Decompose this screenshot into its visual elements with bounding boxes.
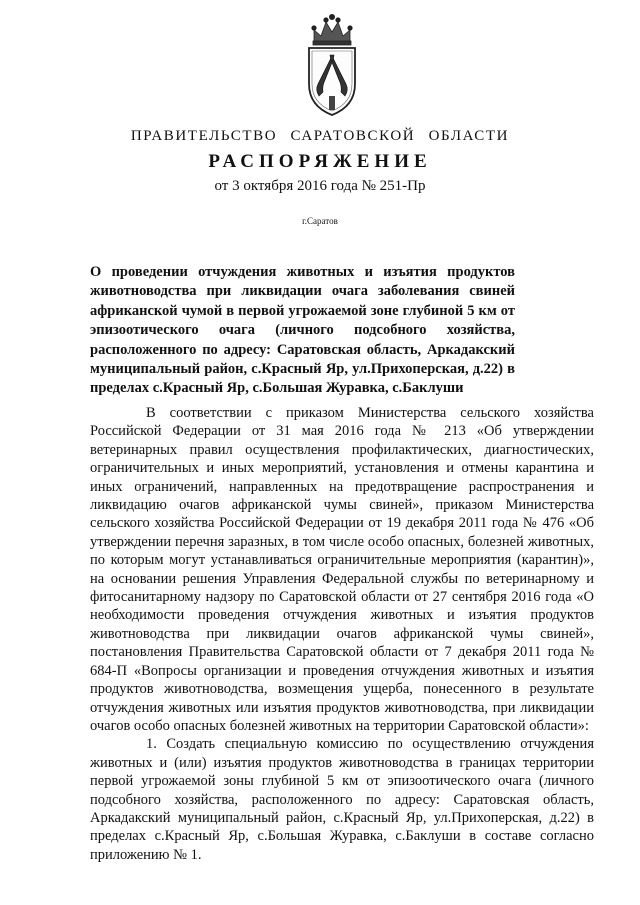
document-date-number: от 3 октября 2016 года № 251-Пр bbox=[214, 178, 426, 194]
coat-of-arms-icon bbox=[300, 12, 364, 120]
preamble-paragraph: В соответствии с приказом Министерства сельского хозяйства Российской Федерации от 31 мая 2016 года № 213 «Об утверждении ветеринарных правил осуществления профилактических, диагностических, ограничительных и иных мероприятий, установления и отмены карантина и иных ограничений, направленных на предотвращение распространения и ликвидацию очагов африканской чумы свиней», приказом Министерства сельского хозяйства Российской Федерации от 19 декабря 2011 года № 476 «Об утверждении перечня заразных, в том числе особо опасных, болезней животных, по которым могут устанавливаться ограничительные мероприятия (карантин)», на основании решения Управления Федеральной службы по ветеринарному и фитосанитарному надзору по Саратовской области от 27 сентября 2016 года «О необходимости проведения отчуждения животных и изъятия продуктов животноводства при ликвидации очагов африканской чумы свиней», постановления Правительства Саратовской области от 7 декабря 2011 года № 684-П «Вопросы организации и проведения отчуждения животных и изъятия продуктов животноводства, возмещения ущерба, понесенного в результате отчуждения животных или изъятия продуктов животноводства, при ликвидации очагов особо опасных болезней животных на территории Саратовской области»: bbox=[90, 405, 594, 734]
document-type-title: РАСПОРЯЖЕНИЕ bbox=[208, 151, 432, 172]
document-subject: О проведении отчуждения животных и изъятия продуктов животноводства при ликвидации очага заболевания свиней африканской чумой в первой угрожаемой зоне глубиной 5 км от эпизоотического очага (личного подсобного хозяйства, расположенного по адресу: Саратовская область, Аркадакский муниципальный район, с.Красный Яр, ул.Прихоперская, д.22) в пределах с.Красный Яр, с.Большая Журавка, с.Баклуши bbox=[90, 264, 515, 397]
government-title: ПРАВИТЕЛЬСТВО САРАТОВСКОЙ ОБЛАСТИ bbox=[130, 128, 510, 144]
document-body bbox=[90, 404, 594, 864]
item-1-paragraph: 1. Создать специальную комиссию по осуществлению отчуждения животных и (или) изъятия продуктов животноводства в границах территории первой угрожаемой зоны глубиной 5 км от эпизоотического очага (личного подсобного хозяйства, расположенного по адресу: Саратовская область, Аркадакский муниципальный район, с.Красный Яр, ул.Прихоперская, д.22) в пределах с.Красный Яр, с.Большая Журавка, с.Баклуши в составе согласно приложению № 1. bbox=[90, 736, 594, 863]
document-city: г.Саратов bbox=[302, 216, 338, 226]
